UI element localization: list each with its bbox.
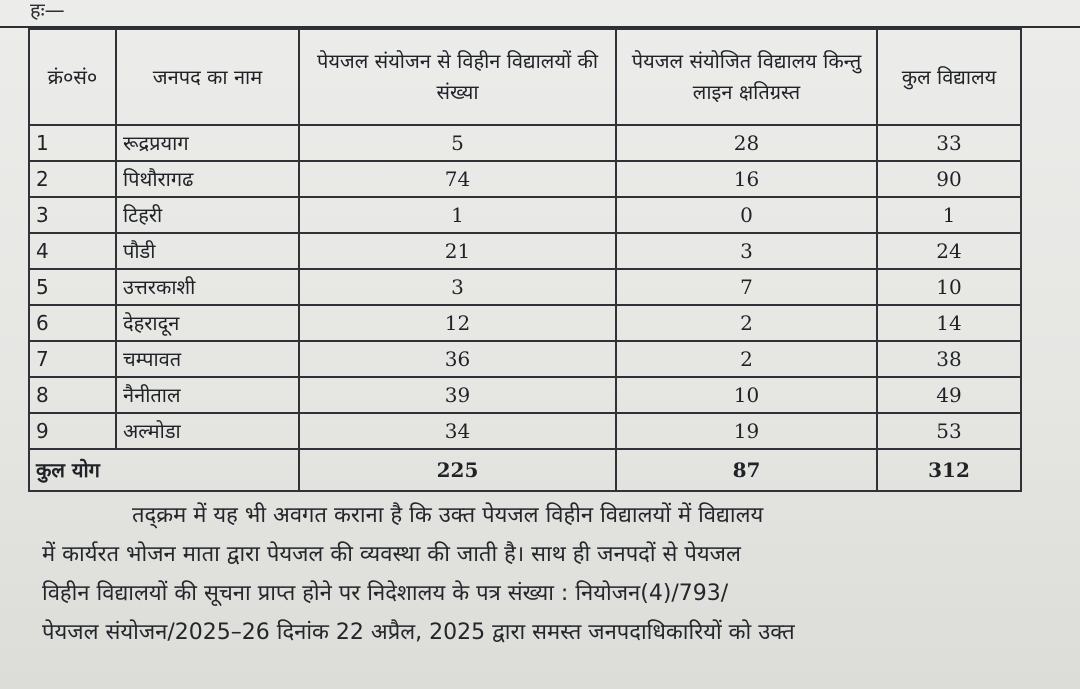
damaged-line-cell: 19 xyxy=(616,413,877,449)
totals-row xyxy=(29,449,1021,491)
paragraph-line: विहीन विद्यालयों की सूचना प्राप्त होने पर निदेशालय के पत्र संख्या : नियोजन(4)/793/ xyxy=(42,581,729,606)
district-name-cell: देहरादून xyxy=(116,305,299,341)
total-schools-cell: 90 xyxy=(877,161,1021,197)
total-schools-cell: 53 xyxy=(877,413,1021,449)
total-schools-cell: 24 xyxy=(877,233,1021,269)
total-damaged-line: 87 xyxy=(616,449,877,491)
district-name-cell: चम्पावत xyxy=(116,341,299,377)
table-row xyxy=(29,413,1021,449)
total-without-water: 225 xyxy=(299,449,616,491)
table-row xyxy=(29,269,1021,305)
table-row xyxy=(29,341,1021,377)
without-water-cell: 39 xyxy=(299,377,616,413)
damaged-line-cell: 2 xyxy=(616,341,877,377)
paragraph-line: तद्क्रम में यह भी अवगत कराना है कि उक्त पेयजल विहीन विद्यालयों में विद्यालय xyxy=(132,503,764,528)
without-water-cell: 34 xyxy=(299,413,616,449)
damaged-line-cell: 7 xyxy=(616,269,877,305)
header-district: जनपद का नाम xyxy=(116,29,299,125)
table-row xyxy=(29,377,1021,413)
district-name-cell: अल्मोडा xyxy=(116,413,299,449)
without-water-cell: 1 xyxy=(299,197,616,233)
damaged-line-cell: 0 xyxy=(616,197,877,233)
district-name-cell: उत्तरकाशी xyxy=(116,269,299,305)
body-paragraph xyxy=(42,496,1032,652)
table-header-row xyxy=(29,29,1021,125)
damaged-line-cell: 28 xyxy=(616,125,877,161)
total-schools-cell: 49 xyxy=(877,377,1021,413)
header-damaged-line: पेयजल संयोजित विद्यालय किन्तु लाइन क्षतिग्रस्त xyxy=(616,29,877,125)
table-body xyxy=(29,125,1021,491)
schools-water-table xyxy=(28,28,1022,492)
total-schools-cell: 33 xyxy=(877,125,1021,161)
table-row xyxy=(29,197,1021,233)
damaged-line-cell: 16 xyxy=(616,161,877,197)
without-water-cell: 21 xyxy=(299,233,616,269)
header-without-water: पेयजल संयोजन से विहीन विद्यालयों की संख्या xyxy=(299,29,616,125)
serial-cell: 3 xyxy=(29,197,116,233)
serial-cell: 5 xyxy=(29,269,116,305)
without-water-cell: 3 xyxy=(299,269,616,305)
serial-cell: 7 xyxy=(29,341,116,377)
grand-total: 312 xyxy=(877,449,1021,491)
without-water-cell: 5 xyxy=(299,125,616,161)
damaged-line-cell: 10 xyxy=(616,377,877,413)
total-schools-cell: 14 xyxy=(877,305,1021,341)
district-name-cell: पौडी xyxy=(116,233,299,269)
header-total-schools: कुल विद्यालय xyxy=(877,29,1021,125)
without-water-cell: 12 xyxy=(299,305,616,341)
serial-cell: 4 xyxy=(29,233,116,269)
paragraph-line: में कार्यरत भोजन माता द्वारा पेयजल की व्यवस्था की जाती है। साथ ही जनपदों से पेयजल xyxy=(42,542,741,567)
serial-cell: 1 xyxy=(29,125,116,161)
table-row xyxy=(29,305,1021,341)
district-name-cell: पिथौरागढ xyxy=(116,161,299,197)
top-text-fragment: हः— xyxy=(30,0,65,22)
table-row xyxy=(29,125,1021,161)
damaged-line-cell: 2 xyxy=(616,305,877,341)
district-name-cell: रूद्रप्रयाग xyxy=(116,125,299,161)
serial-cell: 6 xyxy=(29,305,116,341)
district-name-cell: टिहरी xyxy=(116,197,299,233)
serial-cell: 9 xyxy=(29,413,116,449)
header-serial: क्रं०सं० xyxy=(29,29,116,125)
without-water-cell: 74 xyxy=(299,161,616,197)
totals-label: कुल योग xyxy=(29,449,299,491)
district-name-cell: नैनीताल xyxy=(116,377,299,413)
table-row xyxy=(29,161,1021,197)
total-schools-cell: 1 xyxy=(877,197,1021,233)
total-schools-cell: 10 xyxy=(877,269,1021,305)
serial-cell: 2 xyxy=(29,161,116,197)
paragraph-line: पेयजल संयोजन/2025–26 दिनांक 22 अप्रैल, 2025 द्वारा समस्त जनपदाधिकारियों को उक्त xyxy=(42,620,795,645)
table-row xyxy=(29,233,1021,269)
serial-cell: 8 xyxy=(29,377,116,413)
without-water-cell: 36 xyxy=(299,341,616,377)
damaged-line-cell: 3 xyxy=(616,233,877,269)
total-schools-cell: 38 xyxy=(877,341,1021,377)
